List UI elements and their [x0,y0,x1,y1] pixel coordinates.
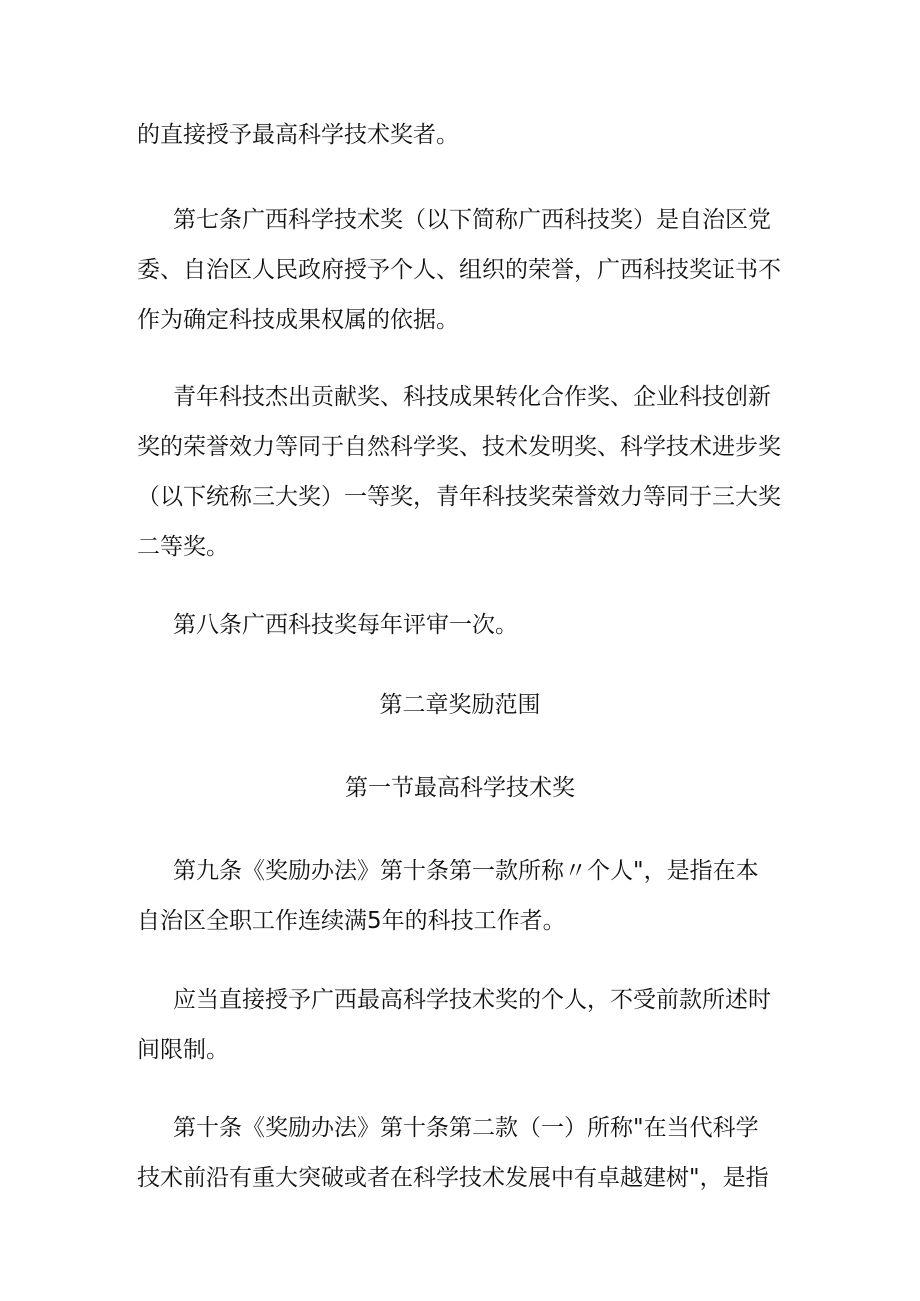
article-7-line-2: 委、自治区人民政府授予个人、组织的荣誉，广西科技奖证书不 [137,257,781,283]
article-8-line-1: 第八条广西科技奖每年评审一次。 [173,612,518,638]
section-title: 第一节最高科学技术奖 [345,775,575,801]
article-10-line-1: 第十条《奖励办法》第十条第二款（一）所称"在当代科学 [173,1115,759,1141]
article-7-para-2-line-3: （以下统称三大奖）一等奖，青年科技奖荣誉效力等同于三大奖 [137,484,781,510]
article-7-para-2-line-4: 二等奖。 [137,534,229,560]
article-9-line-1: 第九条《奖励办法》第十条第一款所称〃个人"，是指在本 [173,858,759,884]
article-9-para-2-line-2: 间限制。 [137,1037,229,1063]
article-9-line-2: 自治区全职工作连续满5年的科技工作者。 [137,908,566,934]
chapter-title: 第二章奖励范围 [379,692,541,718]
intro-line-1: 的直接授予最高科学技术奖者。 [137,122,459,148]
article-7-para-2-line-1: 青年科技杰出贡献奖、科技成果转化合作奖、企业科技创新 [173,384,771,410]
article-7-para-2-line-2: 奖的荣誉效力等同于自然科学奖、技术发明奖、科学技术进步奖 [137,434,781,460]
article-7-line-3: 作为确定科技成果权属的依据。 [137,307,459,333]
article-7-line-1: 第七条广西科学技术奖（以下简称广西科技奖）是自治区党 [173,207,771,233]
article-10-line-2: 技术前沿有重大突破或者在科学技术发展中有卓越建树"，是指 [137,1165,769,1191]
article-9-para-2-line-1: 应当直接授予广西最高科学技术奖的个人，不受前款所述时 [173,987,771,1013]
